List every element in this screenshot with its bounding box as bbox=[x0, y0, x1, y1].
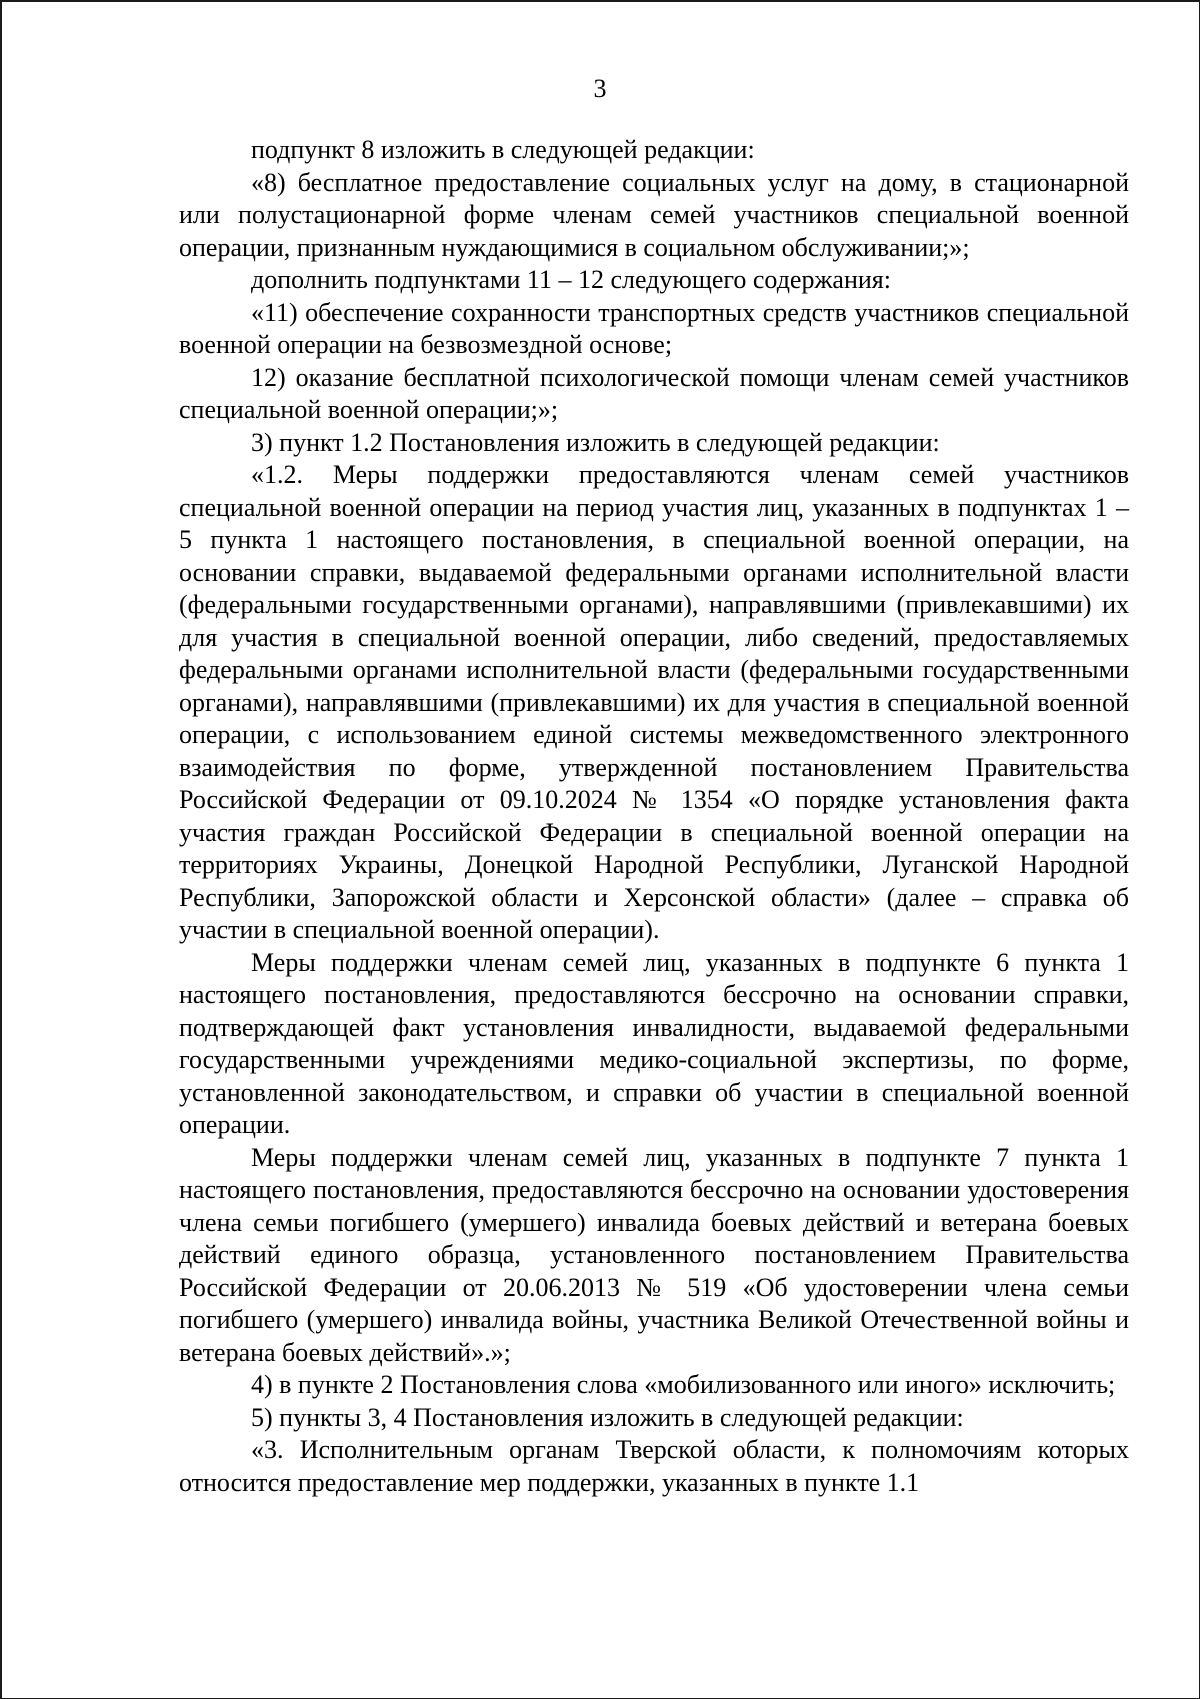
paragraph-subpoint-8-intro: подпункт 8 изложить в следующей редакции: bbox=[251, 135, 755, 164]
paragraph-subpoint-12: 12) оказание бесплатной психологической помощи членам семей участников специальной военной операции;»; bbox=[179, 362, 1129, 424]
paragraph-support-subpoint-6: Меры поддержки членам семей лиц, указанных в подпункте 6 пункта 1 настоящего постановления, предоставляются бессрочно на основании справки, подтверждающей факт установления инвалидности, выдаваемой федеральными государственными учреждениями медико-социальной экспертизы, по форме, установленной законодательством, и справки об участии в специальной военной операции. bbox=[179, 947, 1129, 1139]
paragraph-subpoints-11-12-intro: дополнить подпунктами 11 – 12 следующего содержания: bbox=[251, 265, 891, 294]
paragraph-item-4: 4) в пункте 2 Постановления слова «мобилизованного или иного» исключить; bbox=[251, 1370, 1116, 1399]
paragraph-clause-1-2: «1.2. Меры поддержки предоставляются членам семей участников специальной военной операции на период участия лиц, указанных в подпунктах 1 – 5 пункта 1 настоящего постановления, в специальной военной операции, на основании справки, выдаваемой федеральными органами исполнительной власти (федеральными государственными органами), направлявшими (привлекавшими) их для участия в специальной военной операции, либо сведений, предоставляемых федеральными органами исполнительной власти (федеральными государственными органами), направлявшими (привлекавшими) их для участия в специальной военной операции, с использованием единой системы межведомственного электронного взаимодействия по форме, утвержденной постановлением Правительства Российской Федерации от 09.10.2024 № 1354 «О порядке установления факта участия граждан Российской Федерации в специальной военной операции на территориях Украины, Донецкой Народной Республики, Луганской Народной Республики, Запорожской области и Херсонской области» (далее – справка об участии в специальной военной операции). bbox=[179, 460, 1129, 944]
paragraph-subpoint-8-text: «8) бесплатное предоставление социальных услуг на дому, в стационарной или полустационарной форме членам семей участников специальной военной операции, признанным нуждающимися в социальном обслуживании;»; bbox=[179, 167, 1129, 262]
paragraph-clause-3: «3. Исполнительным органам Тверской области, к полномочиям которых относится предоставление мер поддержки, указанных в пункте 1.1 bbox=[179, 1435, 1129, 1497]
paragraph-support-subpoint-7: Меры поддержки членам семей лиц, указанных в подпункте 7 пункта 1 настоящего постановления, предоставляются бессрочно на основании удостоверения члена семьи погибшего (умершего) инвалида боевых действий и ветерана боевых действий единого образца, установленного постановлением Правительства Российской Федерации от 20.06.2013 № 519 «Об удостоверении члена семьи погибшего (умершего) инвалида войны, участника Великой Отечественной войны и ветерана боевых действий».»; bbox=[179, 1142, 1129, 1367]
paragraph-subpoint-11: «11) обеспечение сохранности транспортных средств участников специальной военной операции на безвозмездной основе; bbox=[179, 297, 1129, 359]
page-number: 3 bbox=[593, 74, 607, 103]
document-body bbox=[179, 134, 1129, 1499]
paragraph-item-3: 3) пункт 1.2 Постановления изложить в следующей редакции: bbox=[251, 427, 940, 457]
paragraph-item-5: 5) пункты 3, 4 Постановления изложить в следующей редакции: bbox=[251, 1402, 964, 1432]
